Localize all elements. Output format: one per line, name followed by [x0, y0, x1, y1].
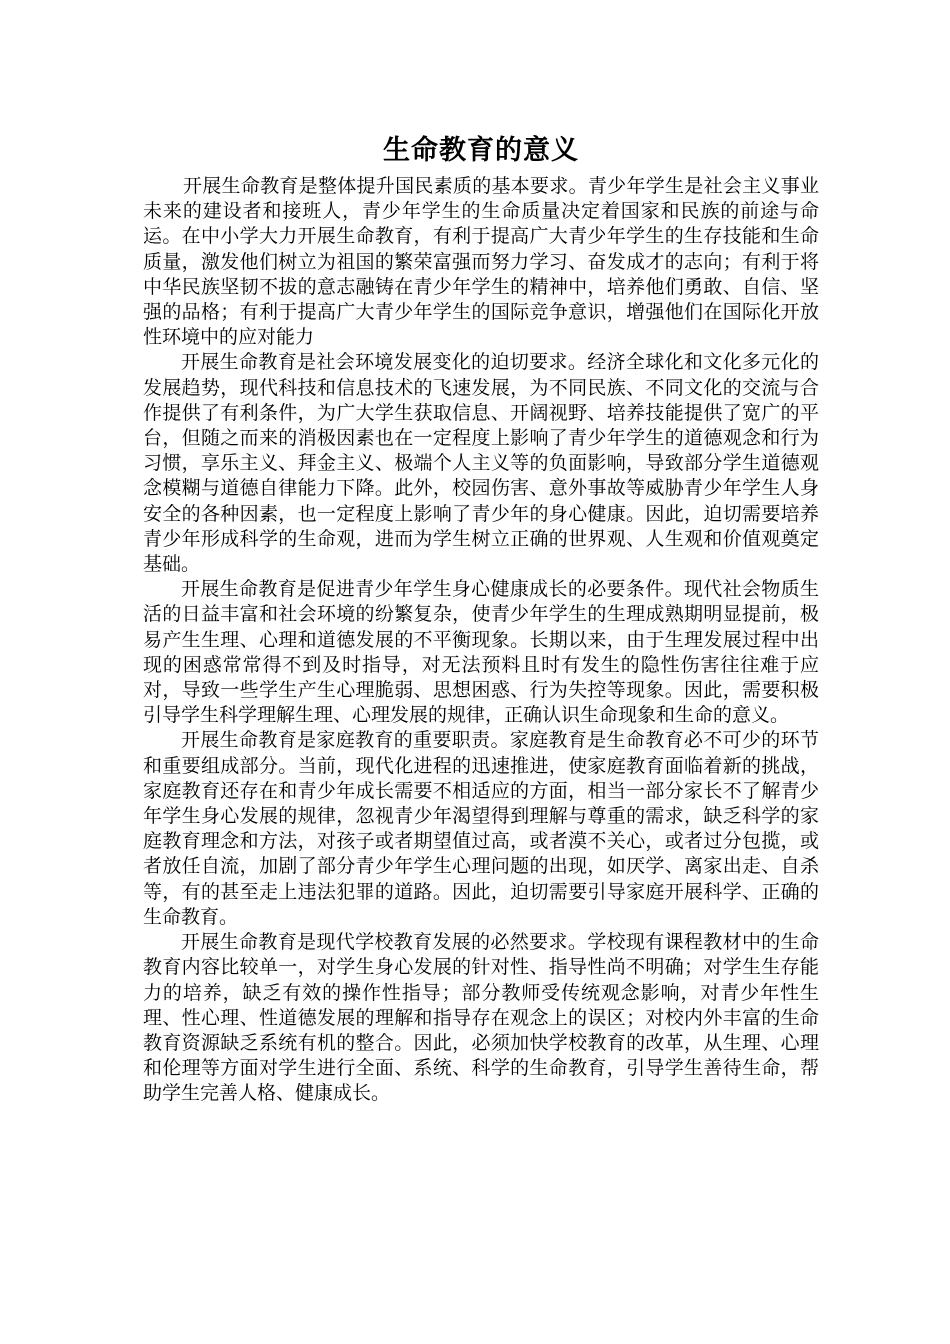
paragraph-family-education: 开展生命教育是家庭教育的重要职责。家庭教育是生命教育必不可少的环节和重要组成部分。当前，现代化进程的迅速推进，使家庭教育面临着新的挑战，家庭教育还存在和青少年成长需要不相适应的方面，相当一部分家长不了解青少年学生身心发展的规律，忽视青少年渴望得到理解与尊重的需求，缺乏科学的家庭教育理念和方法，对孩子或者期望值过高，或者漠不关心，或者过分包揽，或者放任自流，加剧了部分青少年学生心理问题的出现，如厌学、离家出走、自杀等，有的甚至走上违法犯罪的道路。因此，迫切需要引导家庭开展科学、正确的生命教育。: [143, 729, 819, 928]
paragraph-school-education: 开展生命教育是现代学校教育发展的必然要求。学校现有课程教材中的生命教育内容比较单一，对学生身心发展的针对性、指导性尚不明确；对学生生存能力的培养，缺乏有效的操作性指导；部分教师受传统观念影响，对青少年性生理、性心理、性道德发展的理解和指导存在观念上的误区；对校内外丰富的生命教育资源缺乏系统有机的整合。因此，必须加快学校教育的改革，从生理、心理和伦理等方面对学生进行全面、系统、科学的生命教育，引导学生善待生命，帮助学生完善人格、健康成长。: [143, 931, 819, 1105]
paragraph-national-quality: 开展生命教育是整体提升国民素质的基本要求。青少年学生是社会主义事业未来的建设者和接班人，青少年学生的生命质量决定着国家和民族的前途与命运。在中小学大力开展生命教育，有利于提高广大青少年学生的生存技能和生命质量，激发他们树立为祖国的繁荣富强而努力学习、奋发成才的志向；有利于将中华民族坚韧不拔的意志融铸在青少年学生的精神中，培养他们勇敢、自信、坚强的品格；有利于提高广大青少年学生的国际竞争意识，增强他们在国际化开放性环境中的应对能力: [143, 175, 819, 349]
document-title: 生命教育的意义: [383, 135, 579, 166]
document-body: [143, 128, 819, 1107]
paragraph-physical-mental-health: 开展生命教育是促进青少年学生身心健康成长的必要条件。现代社会物质生活的日益丰富和社会环境的纷繁复杂，使青少年学生的生理成熟期明显提前，极易产生生理、心理和道德发展的不平衡现象。长期以来，由于生理发展过程中出现的困惑常常得不到及时指导，对无法预料且时有发生的隐性伤害往往难于应对，导致一些学生产生心理脆弱、思想困惑、行为失控等现象。因此，需要积极引导学生科学理解生理、心理发展的规律，正确认识生命现象和生命的意义。: [143, 578, 819, 727]
paragraph-social-environment: 开展生命教育是社会环境发展变化的迫切要求。经济全球化和文化多元化的发展趋势，现代科技和信息技术的飞速发展，为不同民族、不同文化的交流与合作提供了有利条件，为广大学生获取信息、开阔视野、培养技能提供了宽广的平台，但随之而来的消极因素也在一定程度上影响了青少年学生的道德观念和行为习惯，享乐主义、拜金主义、极端个人主义等的负面影响，导致部分学生道德观念模糊与道德自律能力下降。此外，校园伤害、意外事故等威胁青少年学生人身安全的各种因素，也一定程度上影响了青少年的身心健康。因此，迫切需要培养青少年形成科学的生命观，进而为学生树立正确的世界观、人生观和价值观奠定基础。: [143, 351, 819, 576]
